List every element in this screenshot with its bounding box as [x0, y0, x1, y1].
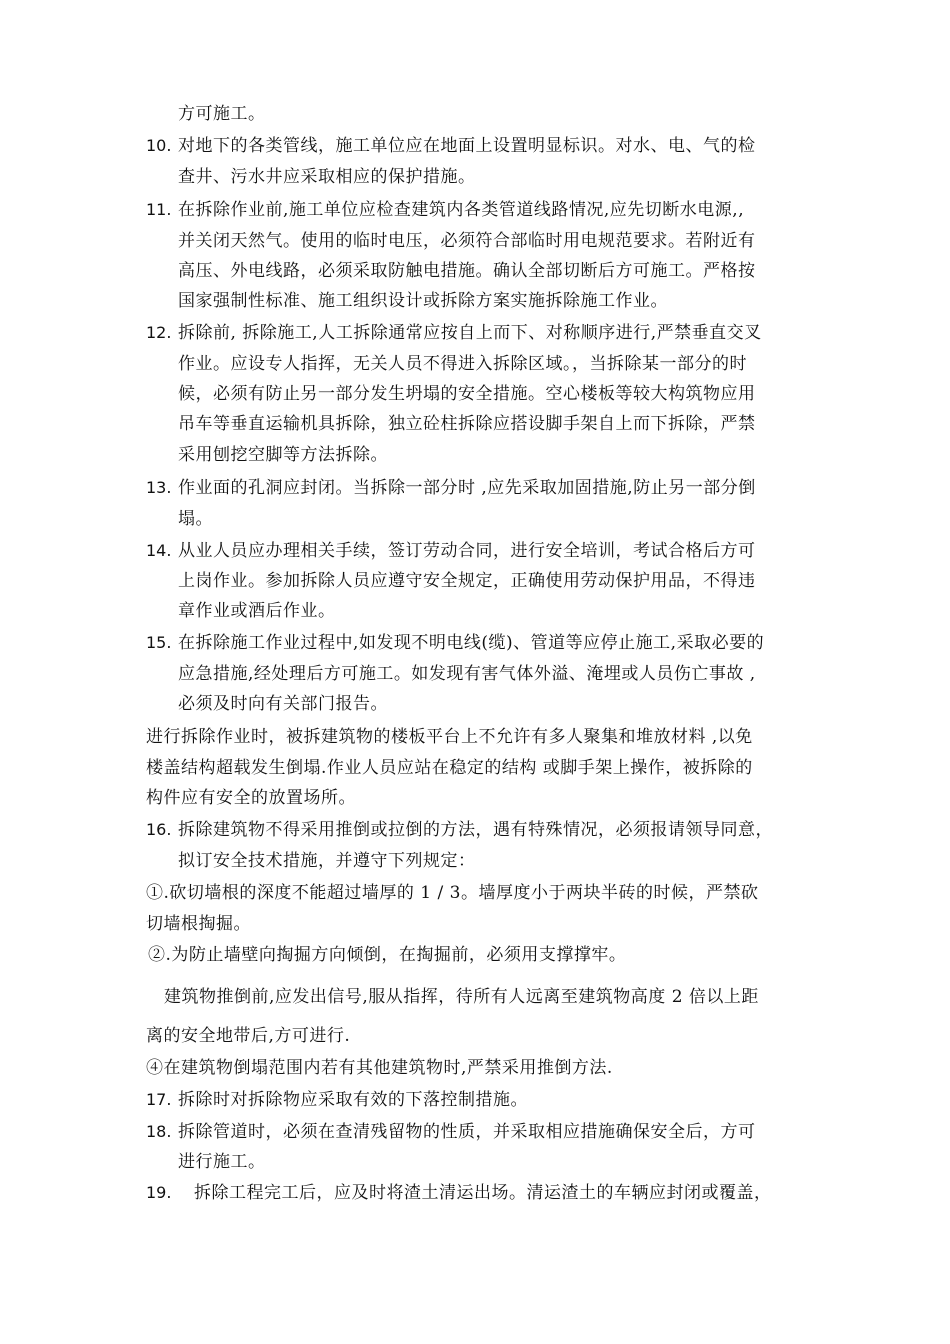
text-line: 拟订安全技术措施，并遵守下列规定： — [178, 851, 476, 871]
text-line: 对地下的各类管线，施工单位应在地面上设置明显标识。对水、电、气的检 — [178, 136, 756, 156]
text-line: 必须及时向有关部门报告。 — [178, 694, 388, 714]
text-line: 方可施工。 — [178, 104, 266, 124]
text-line: 采用刨挖空脚等方法拆除。 — [178, 445, 388, 465]
text-line: 在拆除作业前,施工单位应检查建筑内各类管道线路情况,应先切断水电源,, — [178, 200, 745, 220]
text-line: 拆除管道时，必须在查清残留物的性质，并采取相应措施确保安全后，方可 — [178, 1122, 756, 1142]
text-line: 并关闭天然气。使用的临时电压，必须符合部临时用电规范要求。若附近有 — [178, 231, 756, 251]
item-number: 11. — [146, 200, 172, 219]
text-line: 拆除前, 拆除施工,人工拆除通常应按自上而下、对称顺序进行,严禁垂直交叉 — [178, 323, 762, 343]
text-line: 作业。应设专人指挥，无关人员不得进入拆除区域。，当拆除某一部分的时 — [178, 354, 747, 374]
item-number: 13. — [146, 478, 172, 497]
text-line: 进行施工。 — [178, 1152, 266, 1172]
text-line: 楼盖结构超载发生倒塌.作业人员应站在稳定的结构 或脚手架上操作，被拆除的 — [146, 758, 753, 778]
text-line: ②.为防止墙壁向掏掘方向倾倒，在掏掘前，必须用支撑撑牢。 — [148, 945, 627, 965]
text-line: 国家强制性标准、施工组织设计或拆除方案实施拆除施工作业。 — [178, 291, 668, 311]
text-line: 从业人员应办理相关手续，签订劳动合同，进行安全培训，考试合格后方可 — [178, 541, 756, 561]
text-line: 应急措施,经处理后方可施工。如发现有害气体外溢、淹埋或人员伤亡事故 , — [178, 664, 756, 684]
text-line: 塌。 — [178, 509, 213, 529]
item-number: 10. — [146, 136, 172, 155]
text-line: 查井、污水井应采取相应的保护措施。 — [178, 167, 476, 187]
text-line: ④在建筑物倒塌范围内若有其他建筑物时,严禁采用推倒方法. — [146, 1058, 613, 1078]
item-number: 17. — [146, 1090, 172, 1109]
text-line: 离的安全地带后,方可进行. — [146, 1026, 351, 1046]
item-number: 15. — [146, 633, 172, 652]
text-line: 吊车等垂直运输机具拆除，独立砼柱拆除应搭设脚手架自上而下拆除，严禁 — [178, 414, 756, 434]
item-number: 14. — [146, 541, 172, 560]
text-line: 建筑物推倒前,应发出信号,服从指挥，待所有人远离至建筑物高度 2 倍以上距 — [164, 987, 759, 1007]
text-line: 拆除时对拆除物应采取有效的下落控制措施。 — [178, 1090, 528, 1110]
text-line: 章作业或酒后作业。 — [178, 601, 336, 621]
text-line: 候，必须有防止另一部分发生坍塌的安全措施。空心楼板等较大构筑物应用 — [178, 384, 756, 404]
text-line: ①.砍切墙根的深度不能超过墙厚的 1 / 3。墙厚度小于两块半砖的时候，严禁砍 — [146, 883, 759, 903]
item-number: 19. — [146, 1183, 172, 1202]
text-line: 进行拆除作业时，被拆建筑物的楼板平台上不允许有多人聚集和堆放材料 ,以免 — [146, 727, 753, 747]
text-line: 上岗作业。参加拆除人员应遵守安全规定，正确使用劳动保护用品，不得违 — [178, 571, 756, 591]
text-line: 高压、外电线路，必须采取防触电措施。确认全部切断后方可施工。严格按 — [178, 261, 756, 281]
item-number: 12. — [146, 323, 172, 342]
item-number: 16. — [146, 820, 172, 839]
text-line: 切墙根掏掘。 — [146, 914, 251, 934]
text-line: 作业面的孔洞应封闭。当拆除一部分时 ,应先采取加固措施,防止另一部分倒 — [178, 478, 756, 498]
item-number: 18. — [146, 1122, 172, 1141]
text-line: 在拆除施工作业过程中,如发现不明电线(缆)、管道等应停止施工,采取必要的 — [178, 633, 765, 653]
text-line: 拆除工程完工后，应及时将渣土清运出场。清运渣土的车辆应封闭或覆盖， — [194, 1183, 772, 1203]
text-line: 构件应有安全的放置场所。 — [146, 788, 356, 808]
text-line: 拆除建筑物不得采用推倒或拉倒的方法，遇有特殊情况，必须报请领导同意， — [178, 820, 773, 840]
